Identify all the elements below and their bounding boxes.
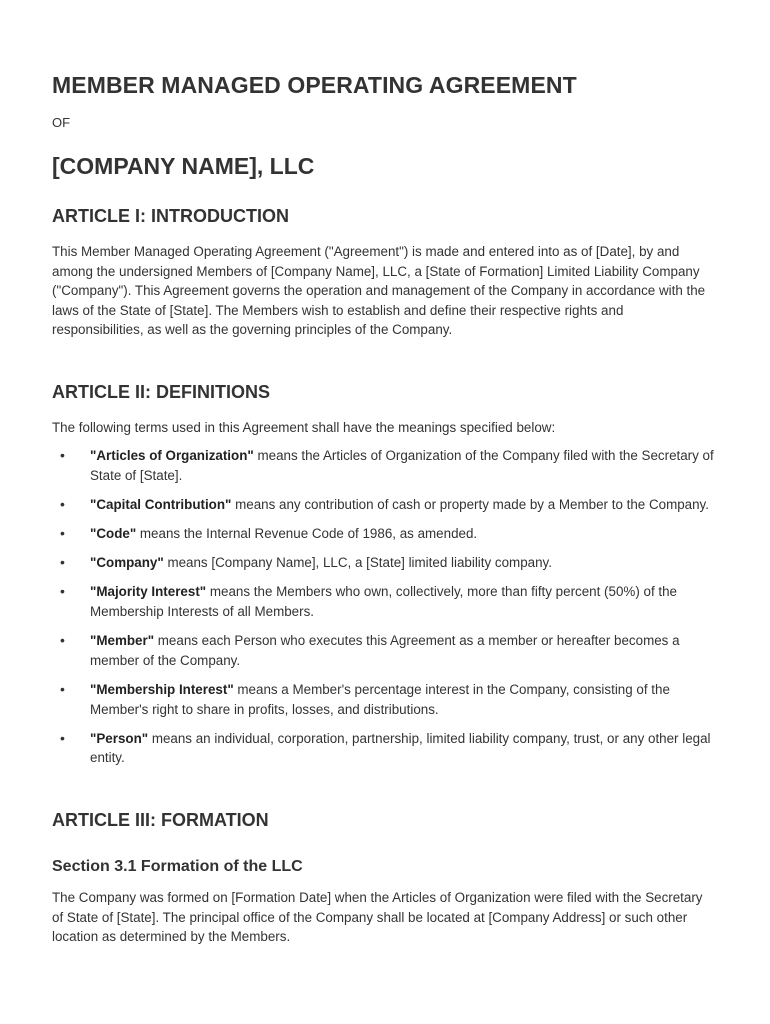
definition-item: [52, 631, 718, 670]
document-title: MEMBER MANAGED OPERATING AGREEMENT: [52, 72, 577, 98]
bullet-icon: •: [60, 583, 65, 600]
definition-term: "Capital Contribution": [90, 496, 232, 512]
definition-item: [52, 729, 718, 768]
definitions-intro: The following terms used in this Agreement shall have the meanings specified below:: [52, 420, 556, 435]
definition-term: "Articles of Organization": [90, 448, 254, 463]
definition-term: "Majority Interest": [90, 584, 207, 600]
section-3-1-heading: Section 3.1 Formation of the LLC: [52, 858, 303, 875]
definition-text: means a Member's percentage interest in the Company, consisting of the Member's right to share in profits, losses, and distributions.: [90, 681, 670, 717]
bullet-icon: •: [60, 554, 65, 571]
definitions-list: [52, 446, 718, 777]
bullet-icon: •: [60, 680, 65, 697]
definition-text: means each Person who executes this Agreement as a member or hereafter becomes a member of the Company.: [90, 633, 680, 668]
document-of-label: OF: [52, 115, 71, 130]
article-3-heading: ARTICLE III: FORMATION: [52, 810, 269, 830]
definition-text: means the Members who own, collectively, more than fifty percent (50%) of the Membership Interests of all Members.: [90, 584, 678, 619]
definition-text: means any contribution of cash or property made by a Member to the Company.: [231, 496, 709, 512]
article-3-body: The Company was formed on [Formation Date] when the Articles of Organization were filed with the Secretary of State of [State]. The principal office of the Company shall be located at [Company Address] or such other location as determined by the Members.: [52, 890, 703, 945]
article-2-heading: ARTICLE II: DEFINITIONS: [52, 382, 270, 402]
definition-item: [52, 582, 718, 621]
bullet-icon: •: [60, 729, 65, 746]
definition-item: [52, 553, 718, 573]
bullet-icon: •: [60, 495, 65, 512]
article-1-body: This Member Managed Operating Agreement ("Agreement") is made and entered into as of [Date], by and among the undersigned Members of [Company Name], LLC, a [State of Formation] Limited Liability Company ("Company"). This Agreement governs the operation and management of the Company in accordance with the laws of the State of [State]. The Members wish to establish and define their respective rights and responsibilities, as well as the governing principles of the Company.: [52, 244, 706, 338]
definition-text: means [Company Name], LLC, a [State] limited liability company.: [163, 555, 552, 571]
definition-item: [52, 524, 718, 544]
bullet-icon: •: [60, 447, 65, 463]
definition-item: [52, 495, 718, 515]
definition-term: "Member": [90, 633, 155, 649]
definition-text: means the Internal Revenue Code of 1986, as amended.: [136, 525, 478, 541]
definition-text: means an individual, corporation, partnership, limited liability company, trust, or any other legal entity.: [90, 730, 711, 766]
definition-term: "Membership Interest": [90, 681, 234, 697]
company-name-heading: [COMPANY NAME], LLC: [52, 153, 315, 179]
definition-term: "Person": [90, 730, 149, 746]
definition-item: [52, 680, 718, 719]
definition-text: means the Articles of Organization of the Company filed with the Secretary of State of [State].: [90, 448, 714, 483]
definition-term: "Code": [90, 525, 137, 541]
definition-item: [52, 446, 718, 485]
bullet-icon: •: [60, 632, 65, 649]
bullet-icon: •: [60, 524, 65, 541]
article-1-heading: ARTICLE I: INTRODUCTION: [52, 206, 289, 226]
definition-term: "Company": [90, 555, 164, 571]
